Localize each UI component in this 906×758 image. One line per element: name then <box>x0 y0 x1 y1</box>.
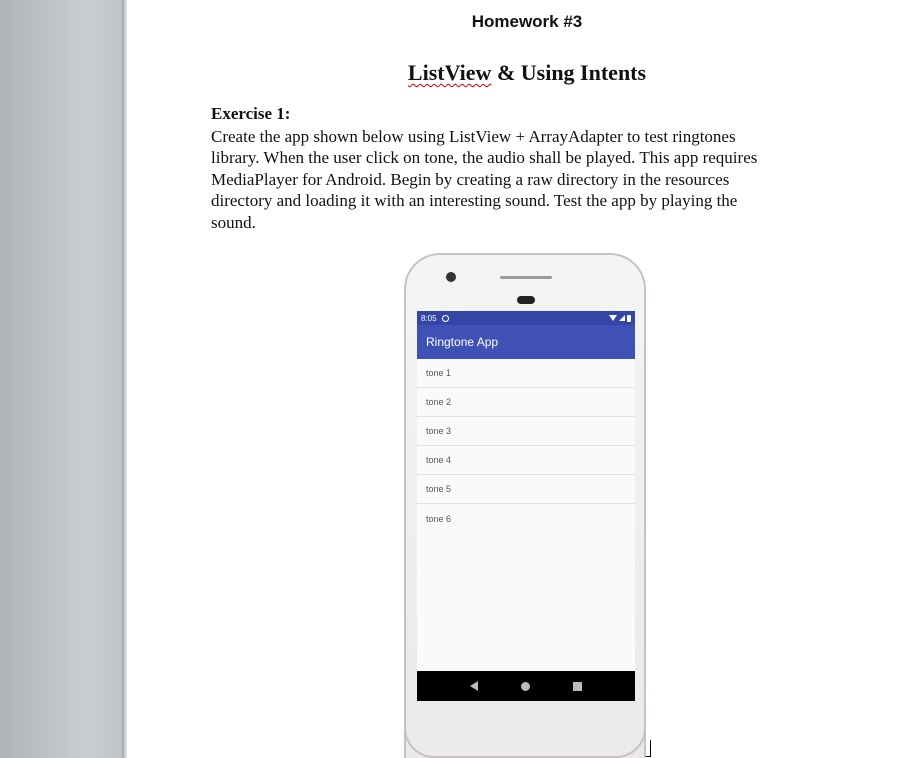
back-icon[interactable] <box>470 681 478 691</box>
title-listview: ListView <box>407 60 492 85</box>
list-item[interactable]: tone 3 <box>417 417 635 446</box>
body-line: library. When the user click on tone, the audio shall be played. This app requires <box>211 148 758 168</box>
list-item[interactable]: tone 6 <box>426 513 452 524</box>
body-line: Create the app shown below using ListView + ArrayAdapter to test ringtones <box>211 127 736 146</box>
list-item[interactable]: tone 1 <box>417 359 635 388</box>
speaker-grille <box>500 276 552 279</box>
signal-icon <box>619 315 625 321</box>
phone-screen <box>417 311 635 701</box>
exercise-body <box>211 126 821 233</box>
tone-list <box>417 359 635 533</box>
left-margin-gutter <box>0 0 126 758</box>
body-line: sound. <box>211 212 256 232</box>
phone-chin <box>404 700 646 758</box>
app-title: Ringtone App <box>426 335 499 349</box>
nav-bar <box>417 671 635 701</box>
document-header: Homework #3 <box>471 12 583 31</box>
recents-icon[interactable] <box>573 682 582 691</box>
camera-icon <box>446 272 456 282</box>
list-item[interactable]: tone 4 <box>417 446 635 475</box>
sensor-icon <box>517 296 535 304</box>
status-time: 8:05 <box>421 313 437 323</box>
battery-icon <box>627 315 631 322</box>
body-line: MediaPlayer for Android. Begin by creating a raw directory in the resources <box>211 169 730 189</box>
document-title <box>127 60 906 86</box>
title-rest: & Using Intents <box>491 60 647 85</box>
list-item[interactable]: tone 2 <box>417 388 635 417</box>
text-cursor-base <box>646 756 651 757</box>
status-bar <box>417 311 635 325</box>
text-cursor <box>650 740 651 757</box>
list-item[interactable]: tone 5 <box>417 475 635 504</box>
exercise-heading: Exercise 1: <box>211 104 291 123</box>
home-icon[interactable] <box>521 682 530 691</box>
wifi-icon <box>609 315 617 321</box>
body-line: directory and loading it with an interesting sound. Test the app by playing the <box>211 191 738 211</box>
notification-icon <box>442 315 449 322</box>
app-bar <box>417 325 635 359</box>
